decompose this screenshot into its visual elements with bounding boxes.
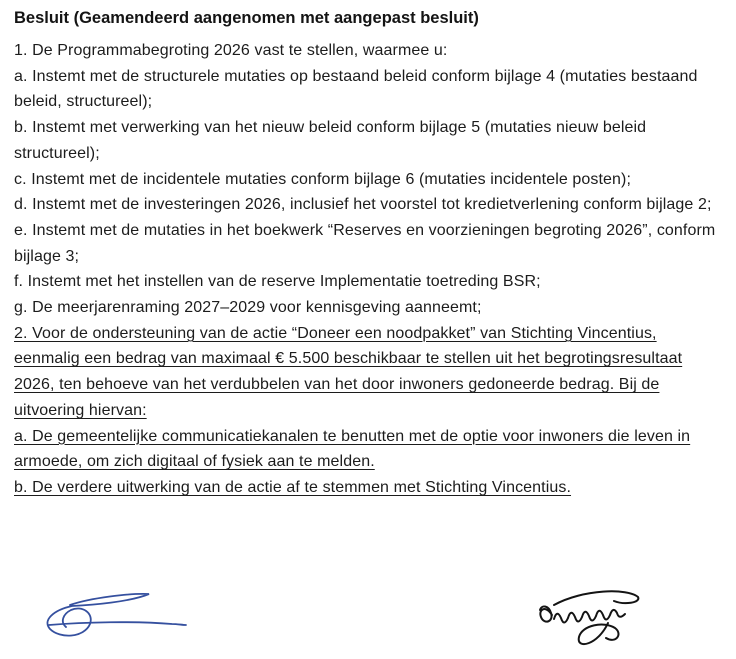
paragraph-item-c: c. Instemt met de incidentele mutaties conform bijlage 6 (mutaties incidentele posten); bbox=[14, 170, 632, 188]
document-title: Besluit (Geamendeerd aangenomen met aangepast besluit) bbox=[14, 9, 479, 27]
paragraph-item-1: 1. De Programmabegroting 2026 vast te stellen, waarmee u: bbox=[14, 42, 448, 59]
paragraph-item-f: f. Instemt met het instellen van de reserve Implementatie toetreding BSR; bbox=[14, 273, 541, 291]
paragraph-item-b: b. Instemt met verwerking van het nieuw beleid conform bijlage 5 (mutaties nieuw beleid structureel); bbox=[14, 119, 647, 162]
handwritten-signature-left bbox=[30, 572, 200, 652]
paragraph-item-g: g. De meerjarenraming 2027–2029 voor kennisgeving aanneemt; bbox=[14, 299, 482, 317]
paragraph-item-2b-amendment: b. De verdere uitwerking van de actie af te stemmen met Stichting Vincentius. bbox=[14, 478, 572, 496]
paragraph-item-e: e. Instemt met de mutaties in het boekwerk “Reserves en voorzieningen begroting 2026”, conform bijlage 3; bbox=[14, 221, 716, 265]
paragraph-item-2a-amendment: a. De gemeentelijke communicatiekanalen te benutten met de optie voor inwoners die leven in armoede, om zich digitaal of fysiek aan te melden. bbox=[14, 427, 691, 471]
paragraph-item-2-amendment: 2. Voor de ondersteuning van de actie “Doneer een noodpakket” van Stichting Vincentius, eenmalig een bedrag van maximaal € 5.500 beschikbaar te stellen uit het begrotingsresultaat 2026, ten behoeve van het verdubbelen van het door inwoners gedoneerde bedrag. Bij de uitvoering hiervan: bbox=[14, 324, 683, 419]
signature-scribble-black-icon bbox=[528, 575, 668, 650]
paragraph-item-d: d. Instemt met de investeringen 2026, inclusief het voorstel tot kredietverlening conform bijlage 2; bbox=[14, 196, 712, 214]
handwritten-signature-right bbox=[528, 575, 668, 650]
signature-scribble-blue-icon bbox=[30, 572, 200, 652]
paragraph-item-a: a. Instemt met de structurele mutaties op bestaand beleid conform bijlage 4 (mutaties bestaand beleid, structureel); bbox=[14, 67, 698, 111]
